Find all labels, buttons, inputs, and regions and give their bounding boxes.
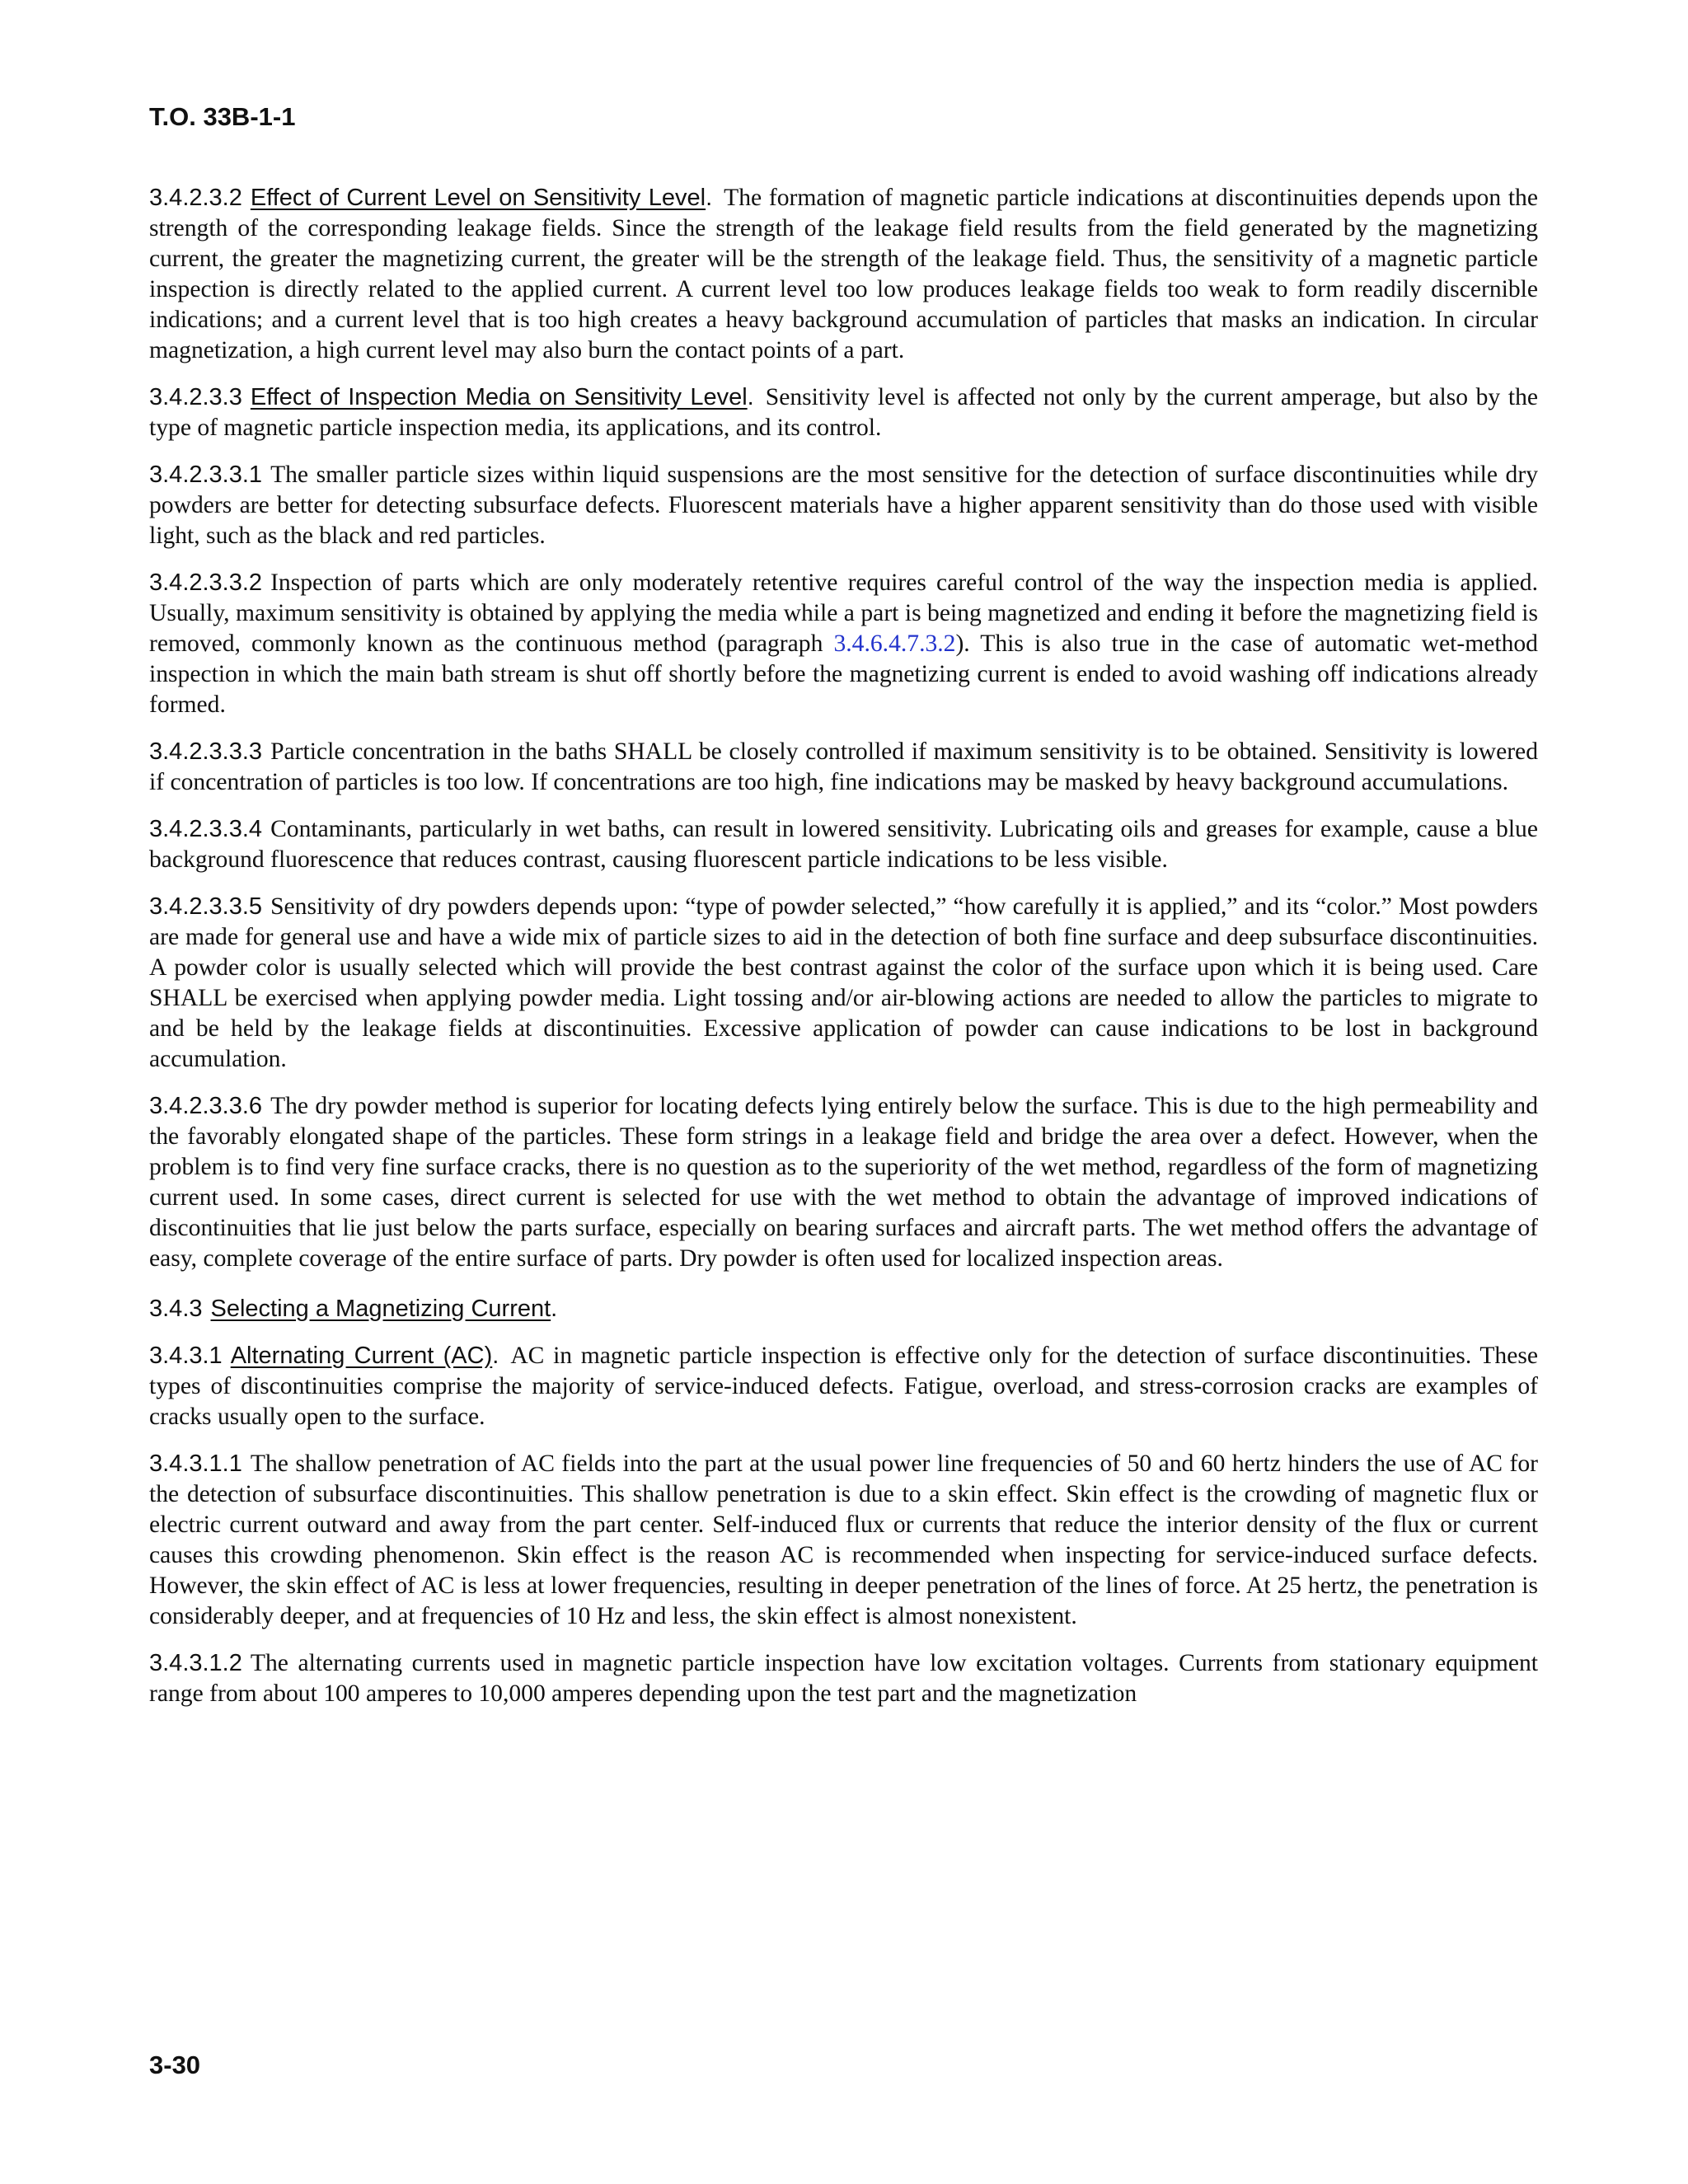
paragraph-text: The dry powder method is superior for locating defects lying entirely below the surface. This is due to the high permeability and the favorably elongated shape of the particles. These form strings in a leakage field and bridge the area over a defect. However, when the problem is to find very fine surface cracks, there is no question as to the superiority of the wet method, regardless of the form of magnetizing current used. In some cases, direct current is selected for use with the wet method to obtain the advantage of improved indications of discontinuities that lie just below the parts surface, especially on bearing surfaces and aircraft parts. The wet method offers the advantage of easy, complete coverage of the entire surface of parts. Dry powder is often used for localized inspection areas. xyxy=(149,1093,1538,1272)
paragraph-text: Contaminants, particularly in wet baths, can result in lowered sensitivity. Lubricating oils and greases for example, cause a blue background fluorescence that reduces contrast, causing fluorescent particle indications to be less visible. xyxy=(149,816,1538,873)
paragraph-3-4-3-1-2 xyxy=(149,1648,1538,1709)
paragraph-number: 3.4.2.3.3 xyxy=(149,384,242,410)
paragraph-number: 3.4.2.3.3.4 xyxy=(149,816,263,842)
paragraph-3-4-2-3-3-4 xyxy=(149,814,1538,875)
paragraph-text: Particle concentration in the baths SHALL be closely controlled if maximum sensitivity is to be obtained. Sensitivity is lowered if concentration of particles is too low. If concentrations are too high, fine indications may be masked by heavy background accumulations. xyxy=(149,738,1538,795)
paragraph-text: Sensitivity level is affected not only by the current amperage, but also by the type of magnetic particle inspection media, its applications, and its control. xyxy=(149,384,1538,441)
paragraph-number: 3.4.2.3.2 xyxy=(149,185,242,211)
paragraph-text: The smaller particle sizes within liquid suspensions are the most sensitive for the detection of surface discontinuities while dry powders are better for detecting subsurface defects. Fluorescent materials have a higher apparent sensitivity than do those used with visible light, such as the black and red particles. xyxy=(149,462,1538,549)
paragraph-text: ). This is also true in the case of automatic wet-method inspection in which the main bath stream is shut off shortly before the magnetizing current is ended to avoid washing off indications already formed. xyxy=(149,630,1538,718)
paragraph-title: Alternating Current (AC) xyxy=(230,1343,493,1369)
paragraph-number: 3.4.2.3.3.3 xyxy=(149,738,263,765)
paragraph-3-4-2-3-2: 3.4.2.3.2 Effect of Current Level on Sensitivity Level. The formation of magnetic particle indications at discontinuities depends upon the strength of the corresponding leakage fields. Since the strength of the leakage field results from the field generated by the magnetizing current, the greater the magnetizing current, the greater will be the strength of the leakage field. Thus, the sensitivity of a magnetic particle inspection is directly related to the applied current. A current level too low produces leakage fields too weak to form readily discernible indications; and a current level that is too high creates a heavy background accumulation of particles that masks an indication. In circular magnetization, a high current level may also burn the contact points of a part. xyxy=(149,185,1538,363)
page-number-footer: 3-30 xyxy=(149,2050,201,2079)
paragraph-text: Sensitivity of dry powders depends upon: “type of powder selected,” “how carefully it is applied,” and its “color.” Most powders are made for general use and have a wide mix of particle sizes to aid in the detection of both fine surface and deep subsurface discontinuities. A powder color is usually selected which will provide the best contrast against the color of the surface upon which it is being used. Care SHALL be exercised when applying powder media. Light tossing and/or air-blowing actions are needed to allow the particles to migrate to and be held by the leakage fields at discontinuities. Excessive application of powder can cause indications to be lost in background accumulation. xyxy=(149,893,1538,1072)
paragraph-title: Selecting a Magnetizing Current xyxy=(210,1296,551,1322)
paragraph-3-4-2-3-3-6 xyxy=(149,1091,1538,1274)
paragraph-number: 3.4.3 xyxy=(149,1296,203,1322)
paragraph-text: Inspection of parts which are only moderately retentive requires careful control of the way the inspection media is applied. Usually, maximum sensitivity is obtained by applying the media while a part is being magnetized and ending it before the magnetizing field is removed, commonly known as the continuous method (paragraph xyxy=(149,569,1538,657)
paragraph-number: 3.4.2.3.3.1 xyxy=(149,462,263,488)
document-id-header: T.O. 33B-1-1 xyxy=(149,102,296,131)
paragraph-3-4-3-1: 3.4.3.1 Alternating Current (AC). AC in magnetic particle inspection is effective only for the detection of surface discontinuities. These types of discontinuities comprise the majority of service-induced defects. Fatigue, overload, and stress-corrosion cracks are examples of cracks usually open to the surface. xyxy=(149,1343,1538,1430)
document-body xyxy=(149,183,1538,1726)
paragraph-3-4-2-3-3-3 xyxy=(149,737,1538,798)
paragraph-text: The shallow penetration of AC fields into the part at the usual power line frequencies of 50 and 60 hertz hinders the use of AC for the detection of subsurface discontinuities. This shallow penetration is due to a skin effect. Skin effect is the crowding of magnetic flux or electric current outward and away from the part center. Self-induced flux or currents that reduce the interior density of the flux or current causes this crowding phenomenon. Skin effect is the reason AC is recommended when inspecting for service-induced surface defects. However, the skin effect of AC is less at lower frequencies, resulting in deeper penetration of the lines of force. At 25 hertz, the penetration is considerably deeper, and at frequencies of 10 Hz and less, the skin effect is almost nonexistent. xyxy=(149,1451,1538,1629)
paragraph-text: The alternating currents used in magnetic particle inspection have low excitation voltages. Currents from stationary equipment range from about 100 amperes to 10,000 amperes depending upon the test part and the magnetization xyxy=(149,1650,1538,1707)
paragraph-3-4-2-3-3-2 xyxy=(149,568,1538,720)
paragraph-3-4-2-3-3: 3.4.2.3.3 Effect of Inspection Media on Sensitivity Level. Sensitivity level is affected not only by the current amperage, but also by the type of magnetic particle inspection media, its applications, and its control. xyxy=(149,384,1538,441)
paragraph-number: 3.4.3.1.1 xyxy=(149,1451,242,1477)
paragraph-number: 3.4.2.3.3.6 xyxy=(149,1093,263,1119)
paragraph-number: 3.4.2.3.3.5 xyxy=(149,893,263,920)
paragraph-number: 3.4.3.1.2 xyxy=(149,1650,242,1676)
paragraph-number: 3.4.2.3.3.2 xyxy=(149,569,263,596)
paragraph-title: Effect of Inspection Media on Sensitivity Level xyxy=(250,384,748,410)
cross-reference-link[interactable]: 3.4.6.4.7.3.2 xyxy=(833,630,956,657)
paragraph-3-4-2-3-3-1 xyxy=(149,460,1538,551)
paragraph-text: AC in magnetic particle inspection is effective only for the detection of surface discontinuities. These types of discontinuities comprise the majority of service-induced defects. Fatigue, overload, and stress-corrosion cracks are examples of cracks usually open to the surface. xyxy=(149,1343,1538,1430)
paragraph-3-4-3-1-1 xyxy=(149,1449,1538,1632)
paragraph-title: Effect of Current Level on Sensitivity Level xyxy=(250,185,706,211)
paragraph-number: 3.4.3.1 xyxy=(149,1343,223,1369)
section-heading-3-4-3: 3.4.3 Selecting a Magnetizing Current. xyxy=(149,1296,558,1322)
paragraph-text: The formation of magnetic particle indications at discontinuities depends upon the strength of the corresponding leakage fields. Since the strength of the leakage field results from the field generated by the magnetizing current, the greater the magnetizing current, the greater will be the strength of the leakage field. Thus, the sensitivity of a magnetic particle inspection is directly related to the applied current. A current level too low produces leakage fields too weak to form readily discernible indications; and a current level that is too high creates a heavy background accumulation of particles that masks an indication. In circular magnetization, a high current level may also burn the contact points of a part. xyxy=(149,185,1538,363)
paragraph-3-4-2-3-3-5 xyxy=(149,892,1538,1075)
